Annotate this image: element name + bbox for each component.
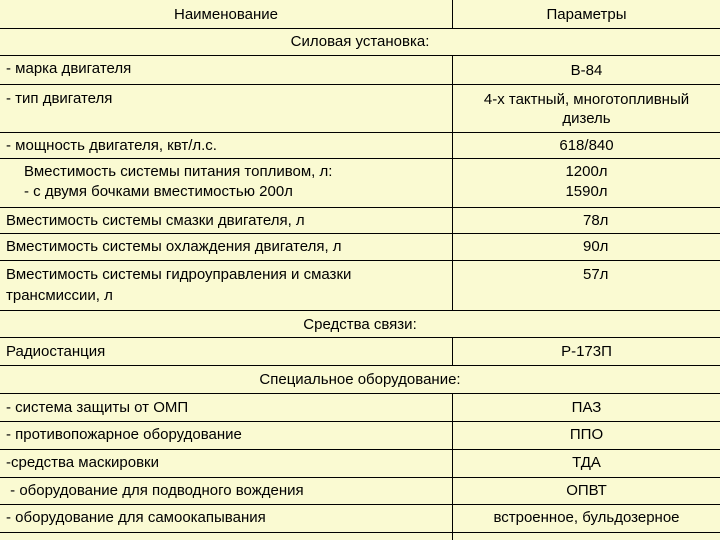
camo-label: -средства маскировки (6, 454, 159, 471)
cooling-value: 90л (583, 238, 609, 255)
fuel-value-line2: 1590л (565, 183, 608, 200)
cooling-label: Вместимость системы охлаждения двигателя, л (6, 238, 342, 255)
header-params-cell (453, 0, 720, 28)
hydraulic-label-line1: Вместимость системы гидроуправления и смазки (6, 266, 352, 283)
engine-brand-value: В-84 (570, 62, 603, 79)
table-row (0, 393, 720, 421)
table-row (0, 477, 720, 504)
table-row (0, 260, 720, 310)
header-name: Наименование (174, 6, 278, 23)
hydraulic-label-line2: трансмиссии, л (6, 287, 113, 304)
section-special-title: Специальное оборудование: (259, 371, 461, 388)
table-row (0, 337, 720, 365)
fire-label: - противопожарное оборудование (6, 426, 242, 443)
table-row (0, 504, 720, 532)
underwater-value: ОПВТ (566, 482, 607, 499)
header-name-cell (0, 0, 453, 28)
table-row (0, 158, 720, 207)
engine-type-value-line1: 4-х тактный, многотопливный (483, 91, 690, 108)
nbc-value: ПАЗ (571, 399, 602, 416)
lubrication-label: Вместимость системы смазки двигателя, л (6, 212, 305, 229)
lubrication-value: 78л (583, 212, 609, 229)
underwater-label: - оборудование для подводного вождения (6, 482, 304, 499)
table-row (0, 449, 720, 477)
fire-value: ППО (569, 426, 604, 443)
table-row (0, 233, 720, 260)
table-row (0, 421, 720, 449)
table-row (0, 55, 720, 84)
table-row-cut-off (0, 532, 720, 540)
header-row (0, 0, 720, 28)
engine-power-value: 618/840 (559, 137, 614, 154)
table-row (0, 132, 720, 158)
table-row (0, 84, 720, 132)
camo-value: ТДА (572, 454, 601, 471)
section-special-row (0, 365, 720, 393)
selfdig-value: встроенное, бульдозерное (493, 509, 680, 526)
section-power-title: Силовая установка: (290, 33, 430, 50)
fuel-label-line1: Вместимость системы питания топливом, л: (24, 163, 333, 180)
hydraulic-value: 57л (583, 266, 609, 283)
section-comm-title: Средства связи: (303, 316, 417, 333)
radio-value: Р-173П (561, 343, 612, 360)
table-row (0, 207, 720, 233)
section-power-row (0, 28, 720, 55)
nbc-label: - система защиты от ОМП (6, 399, 189, 416)
header-params: Параметры (546, 6, 627, 23)
engine-power-label: - мощность двигателя, квт/л.с. (6, 137, 217, 154)
radio-label: Радиостанция (6, 343, 106, 360)
fuel-label-line2: - с двумя бочками вместимостью 200л (24, 183, 293, 200)
engine-type-value-line2: дизель (562, 110, 611, 127)
section-comm-row (0, 310, 720, 337)
fuel-value-line1: 1200л (565, 163, 608, 180)
engine-type-label: - тип двигателя (6, 90, 113, 107)
selfdig-label: - оборудование для самоокапывания (6, 509, 266, 526)
engine-brand-label: - марка двигателя (6, 60, 132, 77)
